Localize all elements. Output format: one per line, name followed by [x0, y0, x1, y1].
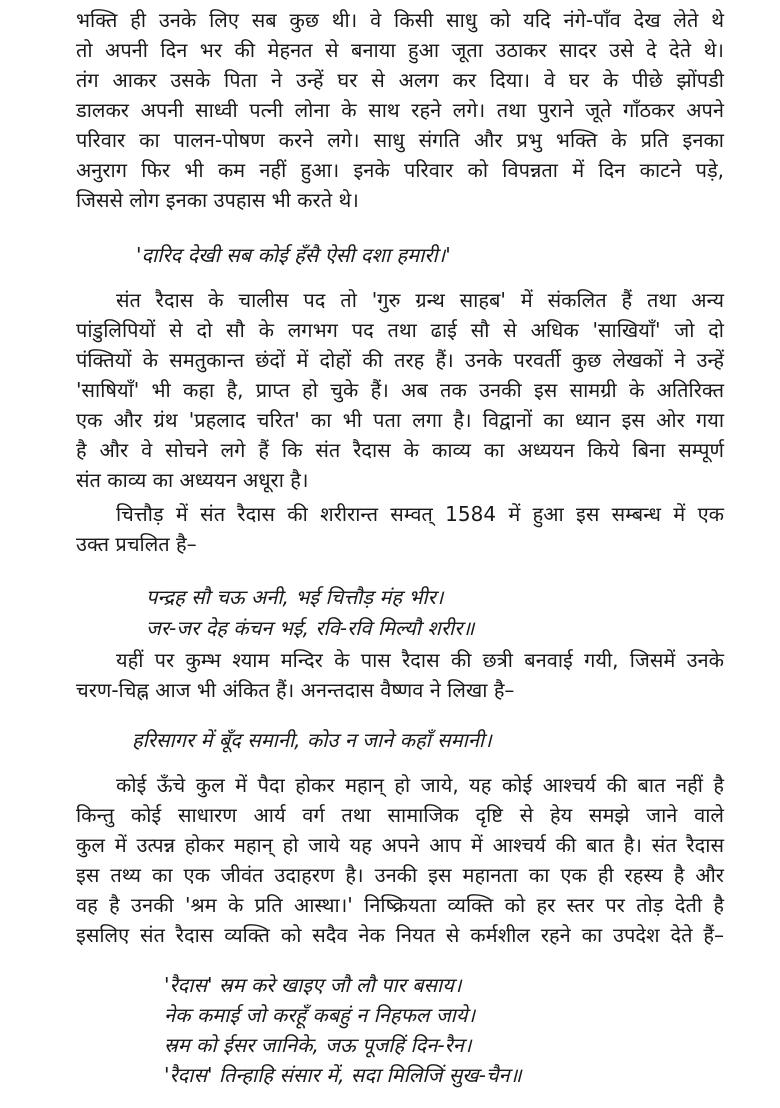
paragraph-line: परिवार का पालन-पोषण करने लगे। साधु संगति और प्रभु भक्ति के प्रति इनका	[76, 128, 724, 152]
paragraph-line: संत काव्य का अध्ययन अधूरा है।	[76, 468, 309, 492]
paragraph-line: है और वे सोचने लगे हैं कि संत रैदास के काव्य का अध्ययन किये बिना सम्पूर्ण	[76, 438, 724, 462]
quote: हरिसागर में बूँद समानी, कोउ न जाने कहाँ समानी।	[132, 728, 492, 752]
paragraph-line: संत रैदास के चालीस पद तो 'गुरु ग्रन्थ साहब' में संकलित हैं तथा अन्य	[116, 288, 724, 312]
paragraph-line: उक्त प्रचलित है–	[76, 532, 197, 556]
quote: 'दारिद देखी सब कोई हँसै ऐसी दशा हमारी।'	[136, 243, 451, 267]
paragraph-line: डालकर अपनी साध्वी पत्नी लोना के साथ रहने लगे। तथा पुराने जूते गाँठकर अपने	[76, 98, 724, 122]
paragraph-line: चरण-चिह्न आज भी अंकित हैं। अनन्तदास वैष्णव ने लिखा है–	[76, 678, 515, 702]
paragraph-line: कोई ऊँचे कुल में पैदा होकर महान् हो जाये, यह कोई आश्चर्य की बात नहीं है	[116, 773, 724, 797]
paragraph-line: तो अपनी दिन भर की मेहनत से बनाया हुआ जूता उठाकर सादर उसे दे देते थे।	[76, 38, 724, 62]
verse-line: पन्द्रह सौ चऊ अनी, भई चित्तौड़ मंह भीर।	[146, 585, 444, 609]
paragraph-line: 'साषियाँ' भी कहा है, प्राप्त हो चुके हैं। अब तक उनकी इस सामग्री के अतिरिक्त	[76, 378, 724, 402]
paragraph-line: भक्ति ही उनके लिए सब कुछ थी। वे किसी साधु को यदि नंगे-पाँव देख लेते थे	[76, 8, 724, 32]
verse-line: 'रैदास' तिन्हाहि संसार में, सदा मिलिजिं सुख-चैन॥	[164, 1063, 522, 1087]
verse-line: 'रैदास' स्रम करे खाइए जौ लौ पार बसाय।	[164, 973, 462, 997]
paragraph-line: अनुराग फिर भी कम नहीं हुआ। इनके परिवार को विपन्नता में दिन काटने पड़े,	[76, 158, 724, 182]
paragraph-line: किन्तु कोई साधारण आर्य वर्ग तथा सामाजिक दृष्टि से हेय समझे जाने वाले	[76, 803, 724, 827]
paragraph-line: पांडुलिपियों से दो सौ के लगभग पद तथा ढाई सौ से अधिक 'साखियाँ' जो दो	[76, 318, 724, 342]
paragraph-line: पंक्तियों के समतुकान्त छंदों में दोहों की तरह हैं। उनके परवर्ती कुछ लेखकों ने उन्हें	[76, 348, 724, 372]
verse-line: नेक कमाई जो करहूँ कबहुं न निहफल जाये।	[164, 1003, 476, 1027]
paragraph-line: यहीं पर कुम्भ श्याम मन्दिर के पास रैदास की छत्री बनवाई गयी, जिसमें उनके	[116, 648, 724, 672]
paragraph-line: कुल में उत्पन्न होकर महान् हो जाये यह अपने आप में आश्चर्य की बात है। संत रैदास	[76, 833, 724, 857]
verse-line: स्रम को ईसर जानिके, जऊ पूजहिं दिन-रैन।	[164, 1033, 472, 1057]
paragraph-line: इस तथ्य का एक जीवंत उदाहरण है। उनकी इस महानता का एक ही रहस्य है और	[76, 863, 724, 887]
paragraph-line: इसलिए संत रैदास व्यक्ति को सदैव नेक नियत से कर्मशील रहने का उपदेश देते हैं–	[76, 923, 724, 947]
paragraph-line: तंग आकर उसके पिता ने उन्हें घर से अलग कर दिया। वे घर के पीछे झोंपडी	[76, 68, 724, 92]
paragraph-line: जिससे लोग इनका उपहास भी करते थे।	[76, 188, 359, 212]
paragraph-line: एक और ग्रंथ 'प्रहलाद चरित' का भी पता लगा है। विद्वानों का ध्यान इस ओर गया	[76, 408, 724, 432]
paragraph-line: चित्तौड़ में संत रैदास की शरीरान्त सम्वत् 1584 में हुआ इस सम्बन्ध में एक	[116, 502, 724, 526]
verse-line: जर-जर देह कंचन भई, रवि-रवि मिल्यौ शरीर॥	[146, 616, 475, 640]
paragraph-line: वह है उनकी 'श्रम के प्रति आस्था।' निष्क्रियता व्यक्ति को हर स्तर पर तोड़ देती है	[76, 893, 724, 917]
